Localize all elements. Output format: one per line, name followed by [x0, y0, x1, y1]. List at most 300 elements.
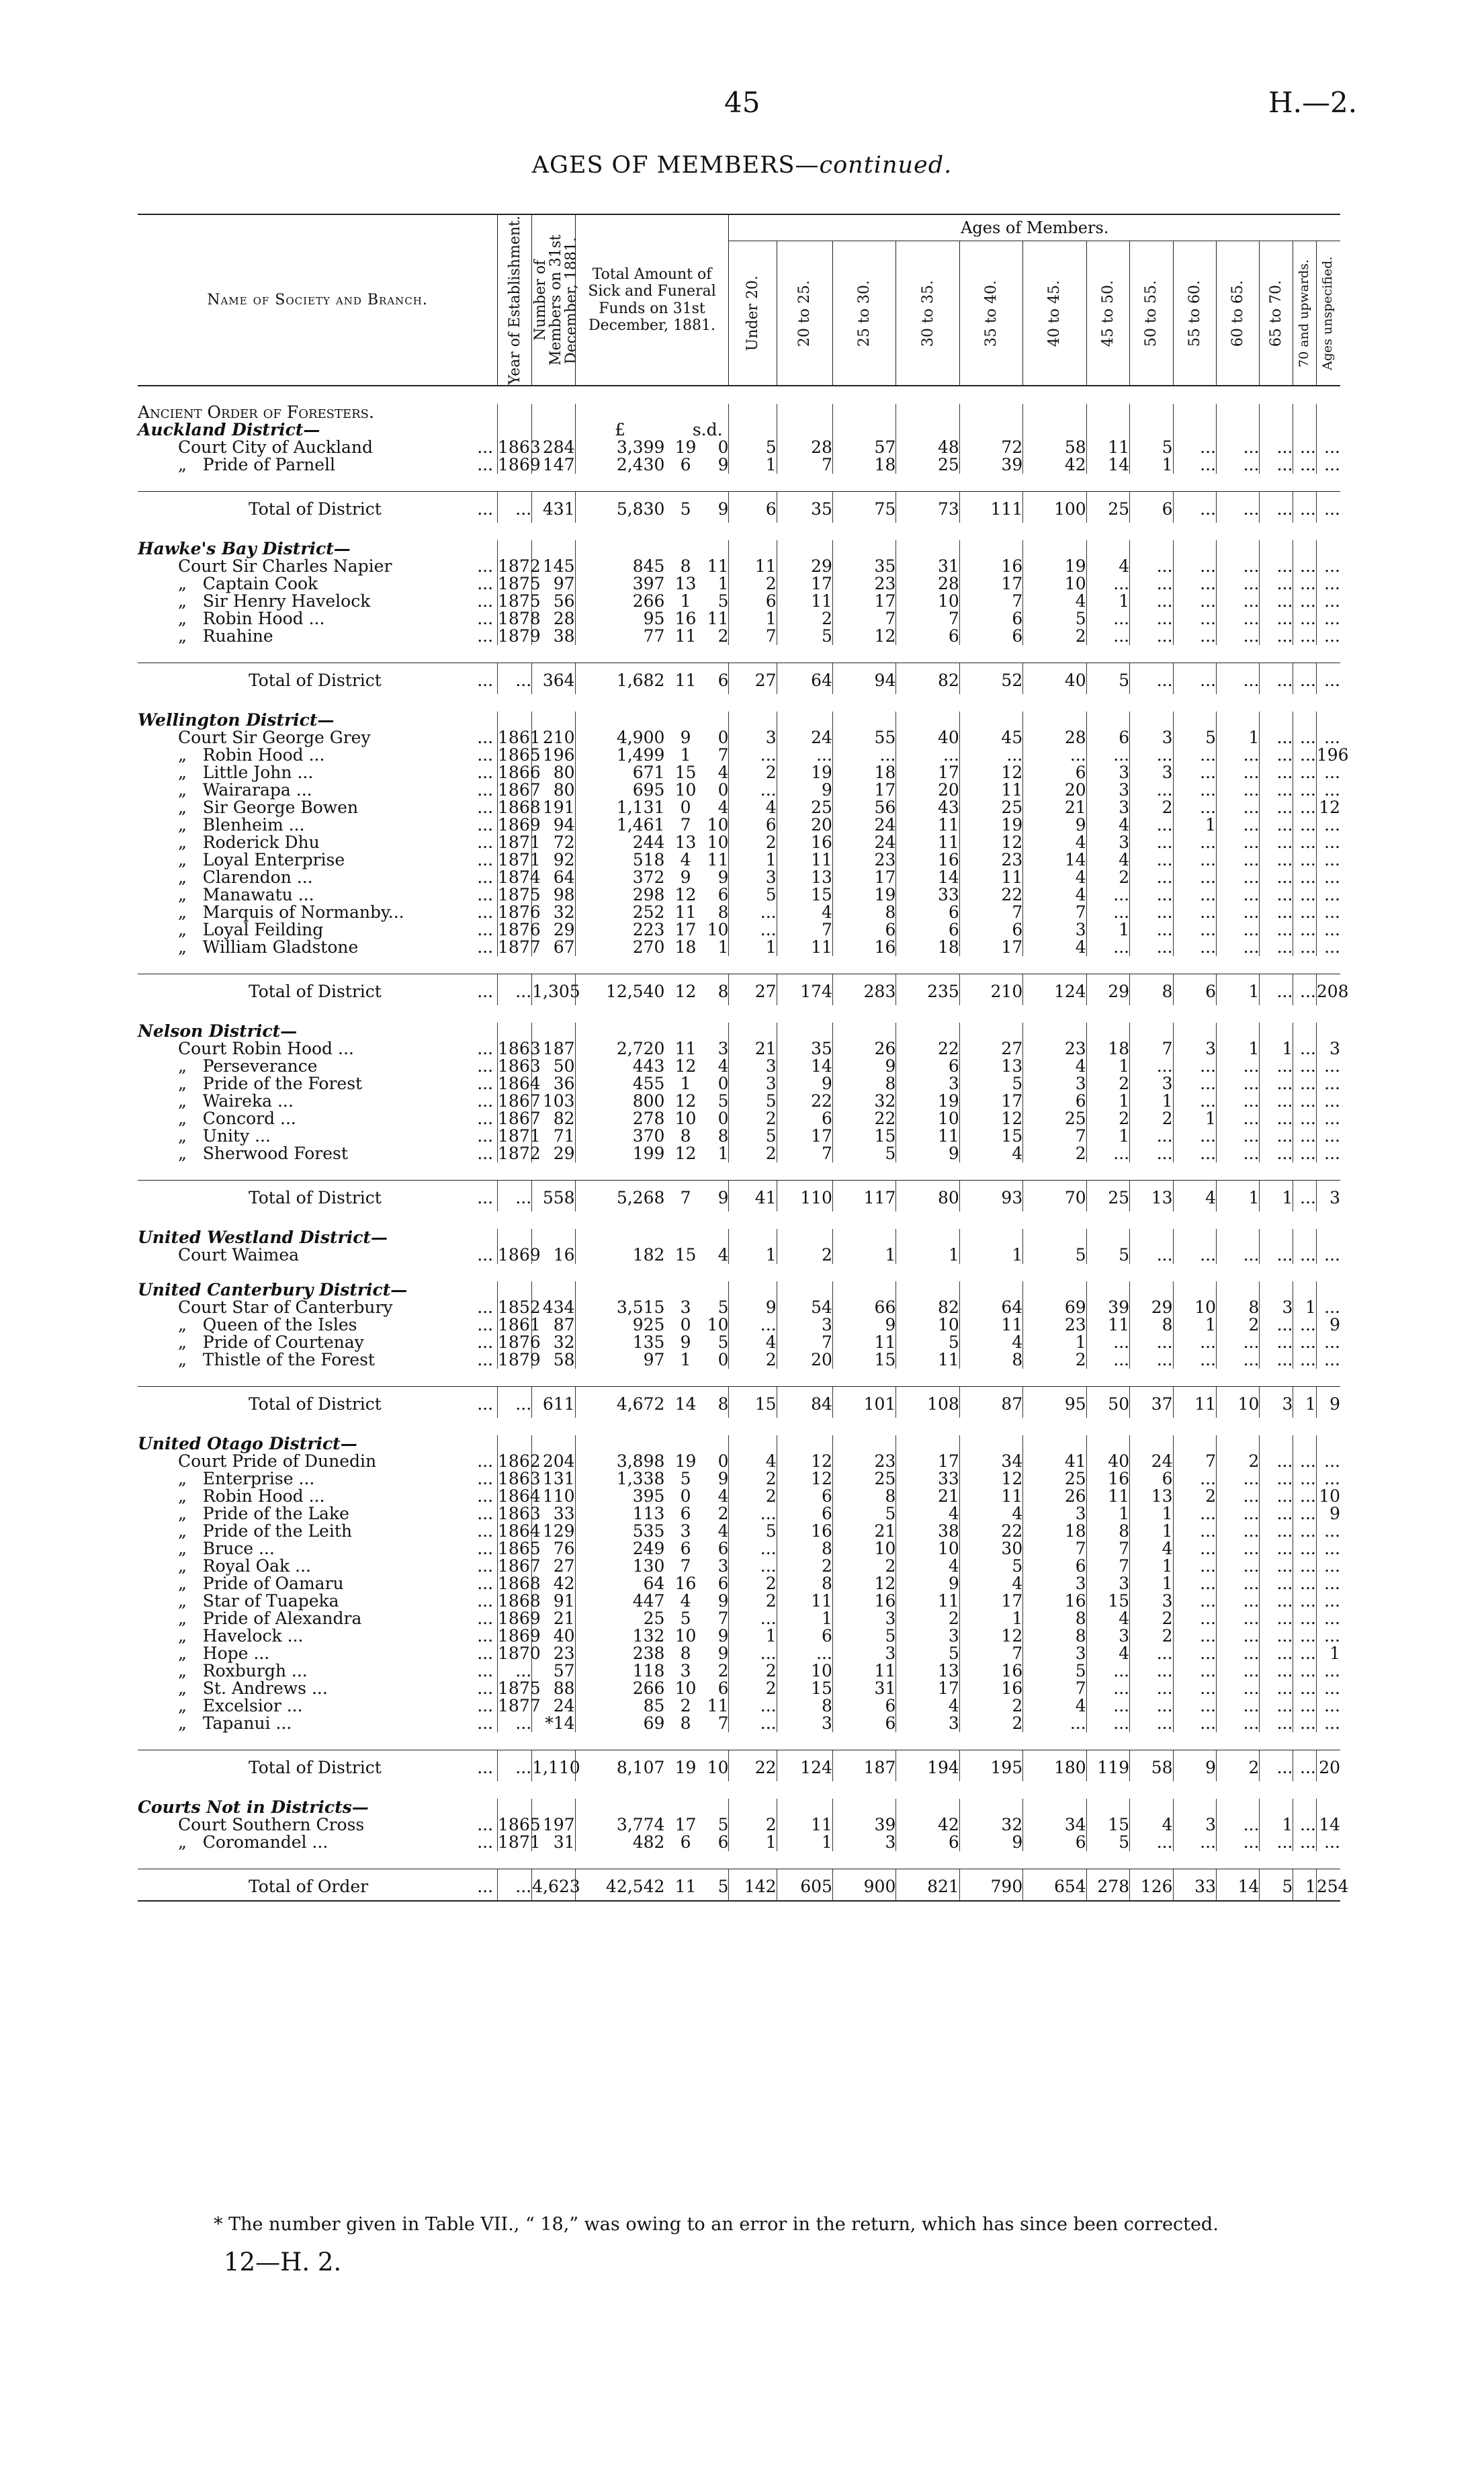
- amount-shillings: 12: [664, 974, 706, 1006]
- age-count: 3: [777, 1715, 832, 1732]
- amount-shillings: 13: [674, 574, 697, 594]
- empty-cell: [1023, 1281, 1086, 1299]
- year-established: 1872: [498, 556, 541, 577]
- age-count: 5: [1086, 1246, 1129, 1264]
- amount-pounds: 77: [575, 628, 664, 645]
- age-count: 72: [959, 439, 1022, 456]
- age-count: 23: [959, 851, 1022, 869]
- branch-name-text: Captain Cook: [202, 574, 318, 594]
- age-count: 15: [832, 1351, 896, 1369]
- table-row: [138, 610, 1340, 628]
- age-count: ...: [1316, 834, 1340, 851]
- year-established: ...: [498, 1181, 532, 1212]
- leader-dots: ...: [477, 728, 494, 748]
- age-count: ...: [1260, 1505, 1293, 1523]
- age-count: ...: [729, 1316, 777, 1334]
- amount-pence: 8: [707, 1387, 729, 1418]
- amount-pounds: 3,774: [575, 1816, 664, 1834]
- age-count: 4: [729, 799, 777, 816]
- empty-cell: [1216, 712, 1259, 729]
- age-count: ...: [1260, 1750, 1293, 1782]
- age-count: 5: [1023, 1662, 1086, 1680]
- age-count: ...: [1173, 1058, 1216, 1075]
- age-count: 1: [777, 1834, 832, 1851]
- amount-pounds: 395: [575, 1488, 664, 1505]
- empty-cell: [1086, 1799, 1129, 1816]
- age-count: 17: [959, 575, 1022, 593]
- table-row: [138, 1697, 1340, 1715]
- age-count: ...: [729, 1540, 777, 1558]
- branch-name-text: Total of District: [249, 982, 382, 1002]
- age-count: ...: [1260, 921, 1293, 939]
- member-count: 50: [532, 1058, 575, 1075]
- branch-name-text: Sherwood Forest: [202, 1144, 348, 1164]
- age-count: 9: [777, 1075, 832, 1093]
- branch-name-text: Excelsior ...: [202, 1696, 303, 1716]
- amount-shillings: 16: [674, 1574, 697, 1594]
- empty-cell: [729, 1281, 777, 1299]
- age-count: ...: [1130, 1058, 1173, 1075]
- age-count: 19: [959, 816, 1022, 834]
- age-count: 29: [777, 558, 832, 575]
- age-count: ...: [1260, 1058, 1293, 1075]
- age-count: 3: [1023, 1645, 1086, 1662]
- spacer: [138, 1264, 1340, 1281]
- age-count: 5: [832, 1627, 896, 1645]
- age-count: ...: [1293, 1558, 1316, 1575]
- age-count: ...: [1316, 904, 1340, 921]
- age-count: ...: [1130, 628, 1173, 645]
- ditto-mark: „: [178, 763, 203, 783]
- age-count: ...: [1293, 729, 1316, 747]
- district-name: United Otago District—: [138, 1434, 357, 1454]
- amount-shillings: 4: [680, 850, 691, 870]
- title-main: AGES OF MEMBERS—: [531, 152, 820, 179]
- empty-cell: [664, 712, 706, 729]
- table-row: [138, 851, 1340, 869]
- branch-name: [138, 610, 498, 628]
- age-count: 2: [832, 1558, 896, 1575]
- age-count: ...: [1293, 1816, 1316, 1834]
- empty-cell: [1216, 404, 1259, 421]
- branch-name: [138, 439, 498, 456]
- age-count: 2: [896, 1610, 959, 1627]
- age-count: 15: [832, 1127, 896, 1145]
- amount-pounds: 1,499: [575, 747, 664, 764]
- age-count: 4: [959, 1505, 1022, 1523]
- age-count: ...: [1260, 834, 1293, 851]
- age-count: 6: [1023, 1834, 1086, 1851]
- age-count: 48: [896, 439, 959, 456]
- age-count: 19: [832, 886, 896, 904]
- age-count: 31: [896, 558, 959, 575]
- empty-cell: [1316, 1023, 1340, 1040]
- age-count: 73: [896, 492, 959, 523]
- empty-cell: [664, 540, 706, 558]
- age-count: 654: [1023, 1869, 1086, 1902]
- age-count: 1: [1216, 729, 1259, 747]
- age-count: ...: [1260, 610, 1293, 628]
- ditto-mark: „: [178, 1504, 203, 1524]
- age-count: 4: [959, 1575, 1022, 1592]
- ditto-mark: „: [178, 1556, 203, 1576]
- table-row: [138, 456, 1340, 474]
- age-count: ...: [1130, 1697, 1173, 1715]
- age-count: 6: [896, 1834, 959, 1851]
- amount-shillings: 11: [674, 626, 697, 646]
- age-count: 4: [959, 1334, 1022, 1351]
- age-count: 3: [1130, 1075, 1173, 1093]
- age-count: 25: [1023, 1470, 1086, 1488]
- empty-cell: [1130, 1435, 1173, 1453]
- ages-group-header: Ages of Members.: [729, 214, 1340, 241]
- empty-cell: [959, 421, 1022, 439]
- branch-name-text: Marquis of Normanby...: [202, 902, 404, 923]
- age-count: ...: [1130, 663, 1173, 695]
- age-count: ...: [729, 781, 777, 799]
- leader-dots: ...: [477, 671, 494, 691]
- amount-shillings: 9: [680, 1332, 691, 1353]
- empty-cell: [1086, 1229, 1129, 1246]
- branch-name-text: Pride of Oamaru: [202, 1574, 344, 1594]
- amount-pence: 11: [707, 556, 729, 577]
- age-count: 9: [1316, 1316, 1340, 1334]
- table-row: [138, 869, 1340, 886]
- age-count: ...: [1130, 1351, 1173, 1369]
- age-count: ...: [1260, 492, 1293, 523]
- year-established: 1864: [498, 1486, 541, 1506]
- member-count: 197: [532, 1816, 575, 1834]
- empty-cell: [664, 404, 706, 421]
- age-count: 2: [1216, 1453, 1259, 1470]
- age-count: 278: [1086, 1869, 1129, 1902]
- age-count: ...: [1173, 1627, 1216, 1645]
- amount-pence: 9: [717, 1591, 729, 1611]
- age-count: 8: [1023, 1610, 1086, 1627]
- leader-dots: ...: [477, 1188, 494, 1208]
- leader-dots: ...: [477, 798, 494, 818]
- ditto-mark: „: [178, 1469, 203, 1489]
- age-count: 12: [832, 1575, 896, 1592]
- leader-dots: ...: [477, 626, 494, 646]
- age-count: 32: [959, 1816, 1022, 1834]
- age-count: ...: [1260, 904, 1293, 921]
- ditto-mark: „: [178, 1644, 203, 1664]
- age-count: 1: [1173, 1316, 1216, 1334]
- total-row: [138, 1869, 1340, 1902]
- spacer: [138, 474, 1340, 492]
- age-count: ...: [1173, 904, 1216, 921]
- age-count: ...: [729, 1645, 777, 1662]
- age-count: 6: [832, 1697, 896, 1715]
- age-count: 22: [896, 1040, 959, 1058]
- age-count: 7: [729, 628, 777, 645]
- age-count: 187: [832, 1750, 896, 1782]
- district-name: Nelson District—: [138, 1021, 298, 1041]
- empty-cell: [1086, 404, 1129, 421]
- age-count: 196: [1316, 745, 1349, 765]
- age-count: ...: [1023, 747, 1086, 764]
- year-established: 1867: [498, 1109, 541, 1129]
- age-count: 9: [896, 1145, 959, 1162]
- member-count: 29: [532, 1145, 575, 1162]
- amount-pounds: 1,338: [575, 1470, 664, 1488]
- year-established: 1864: [498, 1521, 541, 1541]
- age-count: 3: [729, 729, 777, 747]
- age-count: 13: [777, 869, 832, 886]
- amount-shillings: 6: [680, 1832, 691, 1853]
- total-row: [138, 492, 1340, 523]
- branch-name: [138, 764, 498, 781]
- age-count: 2: [1086, 869, 1129, 886]
- age-count: 28: [1023, 729, 1086, 747]
- amount-pounds: 266: [575, 593, 664, 610]
- age-count: 17: [896, 764, 959, 781]
- branch-name-text: Enterprise ...: [202, 1469, 315, 1489]
- branch-name-text: Loyal Enterprise: [202, 850, 345, 870]
- age-count: 6: [1173, 974, 1216, 1006]
- age-count: ...: [1260, 1592, 1293, 1610]
- age-count: ...: [1173, 492, 1216, 523]
- age-range-label: 25 to 30.: [856, 280, 873, 347]
- empty-cell: [575, 1023, 664, 1040]
- age-count: 4: [1023, 834, 1086, 851]
- leader-dots: ...: [477, 1315, 494, 1335]
- amount-pence: 9: [717, 1626, 729, 1646]
- age-count: ...: [1216, 575, 1259, 593]
- age-count: 6: [777, 1110, 832, 1127]
- age-count: 15: [729, 1387, 777, 1418]
- age-count: ...: [1023, 1715, 1086, 1732]
- age-count: ...: [1260, 764, 1293, 781]
- age-count: 2: [729, 1145, 777, 1162]
- branch-name-text: Havelock ...: [202, 1626, 304, 1646]
- leader-dots: ...: [477, 982, 494, 1002]
- branch-name: [138, 628, 498, 645]
- member-count: 187: [532, 1040, 575, 1058]
- empty-cell: [1023, 1229, 1086, 1246]
- age-count: 2: [777, 610, 832, 628]
- age-count: 3: [729, 1058, 777, 1075]
- amount-pounds: 182: [575, 1246, 664, 1264]
- age-count: 1: [1086, 921, 1129, 939]
- amount-pence: 6: [717, 1574, 729, 1594]
- year-established: 1875: [498, 574, 541, 594]
- age-count: 6: [1023, 1558, 1086, 1575]
- age-count: 17: [959, 939, 1022, 956]
- age-count: 2: [1216, 1750, 1259, 1782]
- age-count: ...: [1216, 1334, 1259, 1351]
- table-row: [138, 781, 1340, 799]
- branch-name: [138, 1869, 498, 1902]
- age-count: 29: [1086, 974, 1129, 1006]
- empty-cell: [1260, 1229, 1293, 1246]
- col-members-header: Number of Members on 31st December, 1881.: [532, 235, 580, 366]
- leader-dots: ...: [477, 1350, 494, 1370]
- amount-shillings: 6: [680, 455, 691, 475]
- leader-dots: ...: [477, 1074, 494, 1094]
- currency-pence: d.: [706, 420, 723, 440]
- age-count: 605: [777, 1869, 832, 1902]
- age-count: ...: [1173, 939, 1216, 956]
- amount-pence: 2: [717, 1661, 729, 1681]
- age-count: 8: [777, 1575, 832, 1592]
- year-established: 1875: [498, 885, 541, 905]
- age-count: 124: [777, 1750, 832, 1782]
- member-count: 147: [532, 456, 575, 474]
- age-count: 3: [1316, 1181, 1340, 1212]
- empty-cell: [498, 421, 532, 439]
- amount-shillings: 6: [680, 1504, 691, 1524]
- empty-cell: [1130, 540, 1173, 558]
- ditto-mark: „: [178, 1486, 203, 1506]
- amount-pence: 9: [717, 1469, 729, 1489]
- age-count: ...: [1216, 869, 1259, 886]
- empty-cell: [1260, 1799, 1293, 1816]
- age-count: ...: [1260, 575, 1293, 593]
- age-count: 50: [1086, 1387, 1129, 1418]
- age-count: 43: [896, 799, 959, 816]
- age-count: 17: [959, 1592, 1022, 1610]
- age-count: 33: [1173, 1869, 1216, 1902]
- age-count: 4: [1023, 939, 1086, 956]
- leader-dots: ...: [477, 1469, 494, 1489]
- age-count: ...: [1173, 764, 1216, 781]
- year-established: ...: [498, 1662, 532, 1680]
- age-count: ...: [1216, 1523, 1259, 1540]
- age-count: 2: [729, 1470, 777, 1488]
- table-row: [138, 1680, 1340, 1697]
- member-count: 58: [532, 1351, 575, 1369]
- branch-name: [138, 851, 498, 869]
- amount-shillings: 8: [680, 1126, 691, 1146]
- age-count: 9: [777, 781, 832, 799]
- age-count: 3: [1130, 729, 1173, 747]
- age-count: ...: [1173, 610, 1216, 628]
- age-count: 11: [777, 851, 832, 869]
- page-title: [0, 152, 1484, 179]
- age-count: ...: [1260, 1662, 1293, 1680]
- spacer: [138, 1732, 1340, 1750]
- col-age-header: [1293, 241, 1316, 386]
- branch-name: [138, 1662, 498, 1680]
- age-count: 11: [777, 939, 832, 956]
- age-count: 5: [896, 1645, 959, 1662]
- age-count: ...: [1173, 1505, 1216, 1523]
- age-count: 1: [1293, 1299, 1316, 1316]
- age-count: ...: [1260, 456, 1293, 474]
- age-count: 18: [896, 939, 959, 956]
- age-count: ...: [1293, 1610, 1316, 1627]
- age-count: ...: [1293, 610, 1316, 628]
- amount-pence: 11: [707, 609, 729, 629]
- leader-dots: ...: [477, 1539, 494, 1559]
- amount-shillings: 12: [674, 1144, 697, 1164]
- age-count: ...: [1316, 781, 1340, 799]
- year-established: 1865: [498, 1539, 541, 1559]
- age-range-label: 60 to 65.: [1229, 280, 1247, 347]
- age-count: ...: [1130, 1145, 1173, 1162]
- age-count: 8: [832, 1488, 896, 1505]
- year-established: 1863: [498, 437, 541, 458]
- age-count: ...: [1216, 764, 1259, 781]
- age-count: ...: [1216, 1697, 1259, 1715]
- age-count: ...: [1216, 939, 1259, 956]
- amount-shillings: 13: [674, 833, 697, 853]
- age-count: 23: [832, 851, 896, 869]
- age-count: ...: [1130, 1127, 1173, 1145]
- age-count: ...: [1293, 886, 1316, 904]
- age-count: 7: [959, 1645, 1022, 1662]
- table-row: [138, 729, 1340, 747]
- member-count: 191: [532, 799, 575, 816]
- ditto-mark: „: [178, 455, 203, 475]
- age-count: 210: [959, 974, 1022, 1006]
- age-count: 4: [1086, 558, 1129, 575]
- age-count: ...: [729, 904, 777, 921]
- age-count: 6: [1023, 1093, 1086, 1110]
- age-count: 2: [1130, 1610, 1173, 1627]
- empty-cell: [896, 712, 959, 729]
- col-age-header: [1316, 241, 1340, 386]
- empty-cell: [575, 1281, 664, 1299]
- age-count: 3: [832, 1834, 896, 1851]
- age-count: ...: [1293, 921, 1316, 939]
- age-count: 3: [1023, 1575, 1086, 1592]
- empty-cell: [959, 1281, 1022, 1299]
- amount-pounds: 85: [575, 1697, 664, 1715]
- age-count: ...: [1293, 628, 1316, 645]
- empty-cell: [1130, 1799, 1173, 1816]
- amount-pence: 11: [707, 1696, 729, 1716]
- branch-name-text: Perseverance: [202, 1056, 318, 1076]
- age-count: 3: [1086, 834, 1129, 851]
- age-count: ...: [1216, 1592, 1259, 1610]
- age-count: 5: [1023, 1246, 1086, 1264]
- age-count: 1: [777, 1610, 832, 1627]
- member-count: 82: [532, 1110, 575, 1127]
- table-row: [138, 558, 1340, 575]
- age-count: 3: [1173, 1816, 1216, 1834]
- age-count: ...: [1260, 781, 1293, 799]
- age-count: 6: [1130, 492, 1173, 523]
- branch-name: [138, 729, 498, 747]
- table-row: [138, 1299, 1340, 1316]
- age-count: 94: [832, 663, 896, 695]
- amount-pence: 0: [717, 1451, 729, 1472]
- age-count: 1: [959, 1610, 1022, 1627]
- amount-pounds: 482: [575, 1834, 664, 1851]
- age-count: 17: [777, 1127, 832, 1145]
- amount-pence: 5: [717, 1091, 729, 1111]
- age-count: 6: [777, 1488, 832, 1505]
- age-count: 40: [1023, 663, 1086, 695]
- empty-cell: [1316, 421, 1340, 439]
- age-count: 8: [1216, 1299, 1259, 1316]
- age-count: 10: [1173, 1299, 1216, 1316]
- amount-shillings: 5: [680, 1609, 691, 1629]
- ditto-mark: „: [178, 1696, 203, 1716]
- branch-name-text: Star of Tuapeka: [202, 1591, 339, 1611]
- age-count: 1: [1086, 1058, 1129, 1075]
- age-count: ...: [1130, 1334, 1173, 1351]
- age-count: 38: [896, 1523, 959, 1540]
- amount-pence: 10: [707, 815, 729, 835]
- amount-pence: 10: [707, 1315, 729, 1335]
- amount-pence: 4: [717, 798, 729, 818]
- age-count: 29: [1130, 1299, 1173, 1316]
- leader-dots: ...: [477, 1574, 494, 1594]
